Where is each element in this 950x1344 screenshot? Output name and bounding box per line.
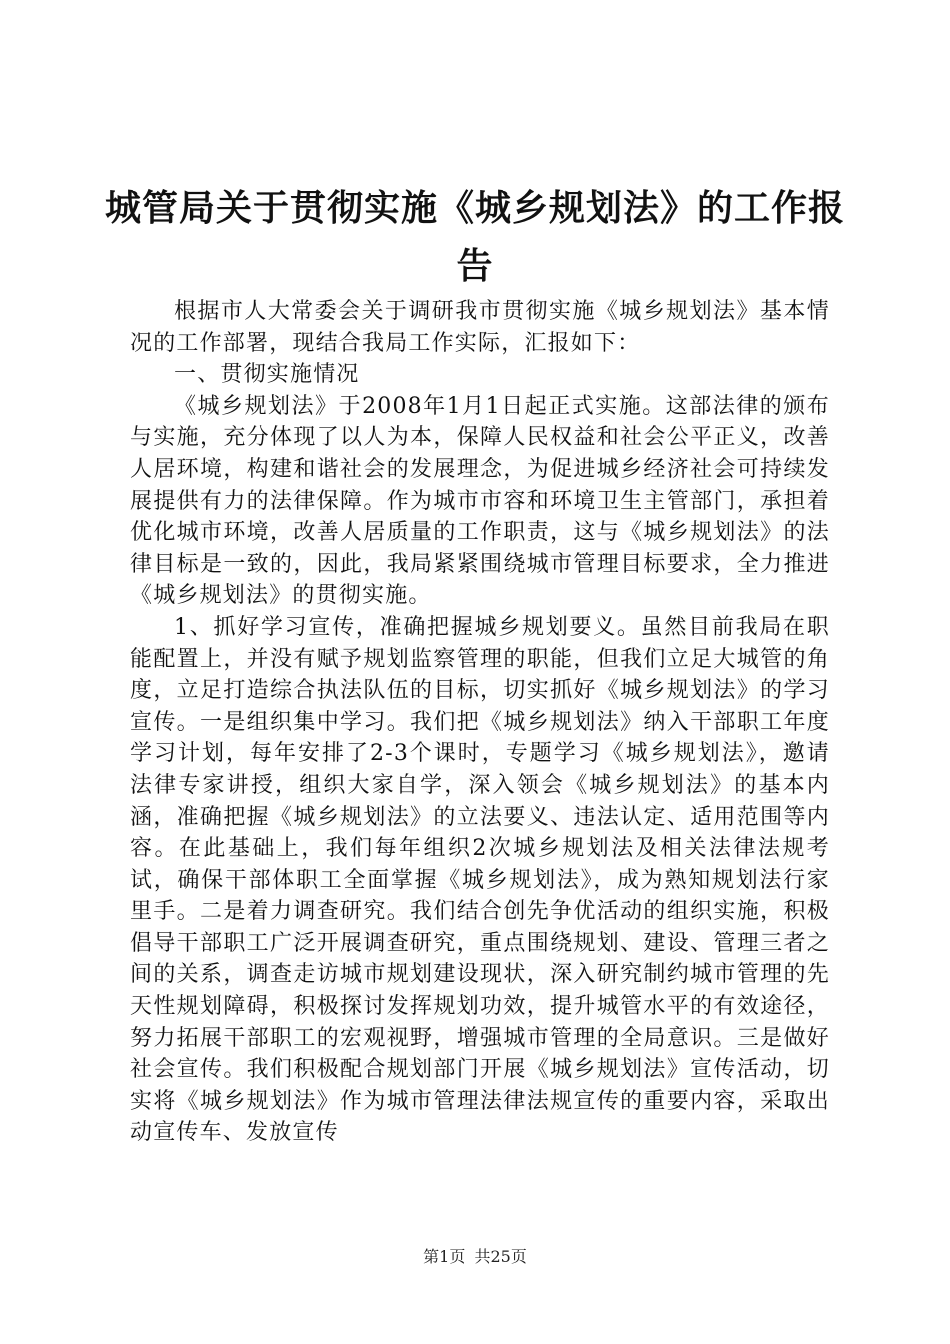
- page-number: 第1页: [423, 1247, 466, 1266]
- document-title: 城管局关于贯彻实施《城乡规划法》的工作报告: [104, 188, 845, 287]
- paragraph-overview: 《城乡规划法》于2008年1月1日起正式实施。这部法律的颁布与实施，充分体现了以人为本，保障人民权益和社会公平正义，改善人居环境，构建和谐社会的发展理念，为促进城乡经济社会可持续发展提供有力的法律保障。作为城市市容和环境卫生主管部门，承担着优化城市环境，改善人居质量的工作职责，这与《城乡规划法》的法律目标是一致的，因此，我局紧紧围绕城市管理目标要求，全力推进《城乡规划法》的贯彻实施。: [130, 393, 830, 609]
- page-total: 共25页: [474, 1247, 527, 1266]
- section-heading: 一、贯彻实施情况: [174, 362, 360, 388]
- document-body: [130, 296, 830, 1149]
- page-footer: [0, 1244, 950, 1267]
- paragraph-study-promotion: 1、抓好学习宣传，准确把握城乡规划要义。虽然目前我局在职能配置上，并没有赋予规划监察管理的职能，但我们立足大城管的角度，立足打造综合执法队伍的目标，切实抓好《城乡规划法》的学习宣传。一是组织集中学习。我们把《城乡规划法》纳入干部职工年度学习计划，每年安排了2-3个课时，专题学习《城乡规划法》，邀请法律专家讲授，组织大家自学，深入领会《城乡规划法》的基本内涵，准确把握《城乡规划法》的立法要义、违法认定、适用范围等内容。在此基础上，我们每年组织2次城乡规划法及相关法律法规考试，确保干部体职工全面掌握《城乡规划法》，成为熟知规划法行家里手。二是着力调查研究。我们结合创先争优活动的组织实施，积极倡导干部职工广泛开展调查研究，重点围绕规划、建设、管理三者之间的关系，调查走访城市规划建设现状，深入研究制约城市管理的先天性规划障碍，积极探讨发挥规划功效，提升城管水平的有效途径，努力拓展干部职工的宏观视野，增强城市管理的全局意识。三是做好社会宣传。我们积极配合规划部门开展《城乡规划法》宣传活动，切实将《城乡规划法》作为城市管理法律法规宣传的重要内容，采取出动宣传车、发放宣传: [130, 614, 830, 1146]
- paragraph-intro: 根据市人大常委会关于调研我市贯彻实施《城乡规划法》基本情况的工作部署，现结合我局工作实际，汇报如下：: [130, 299, 830, 356]
